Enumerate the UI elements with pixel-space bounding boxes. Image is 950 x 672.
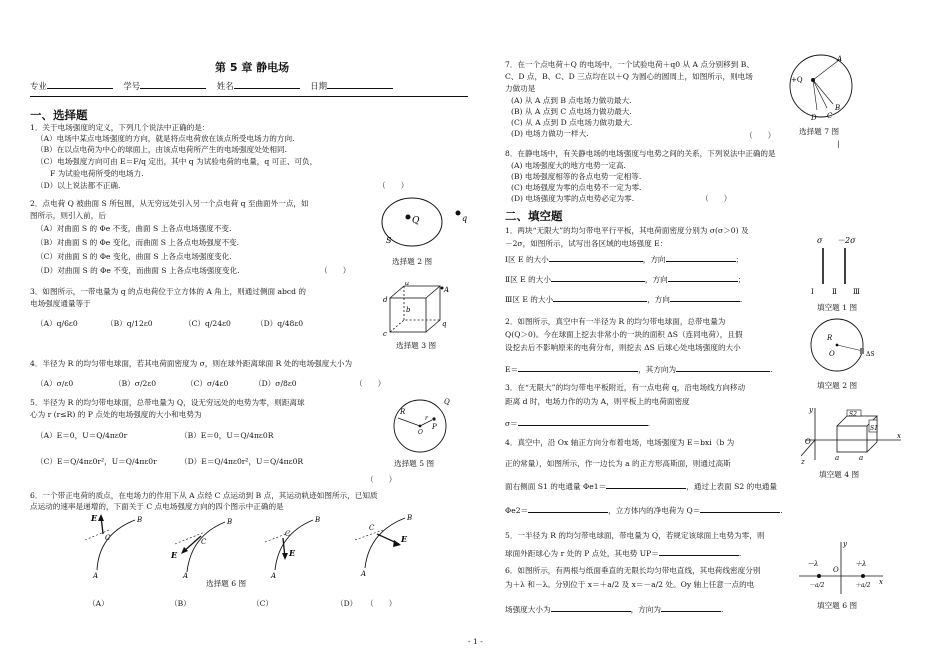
f6-figure-caption: 填空题 6 图 bbox=[817, 601, 858, 610]
f4-figure bbox=[801, 404, 905, 468]
f5-stem: 5．一半径为 R 的均匀带电球面，带电量为 Q，若规定该球面上电势为零，则 bbox=[505, 531, 765, 540]
f6-e-label: 场强度大小为 bbox=[505, 605, 551, 614]
q6-label-a: （A） bbox=[88, 599, 109, 608]
q1-option-c: （C）电场强度方向可由 E＝F/q 定出，其中 q 为试验电荷的电量，q 可正、可负， bbox=[36, 157, 318, 166]
page-number: - 1 - bbox=[468, 637, 483, 646]
f2-e-label: E＝ bbox=[505, 365, 519, 374]
f2-figure-caption: 填空题 2 图 bbox=[817, 381, 858, 390]
q2-option-a: （A）对曲面 S 的 Φe 不变，曲面 S 上各点电场强度不变. bbox=[36, 224, 232, 233]
q2-figure-caption: 选择题 2 图 bbox=[392, 257, 433, 266]
q6-figure-c bbox=[265, 516, 320, 580]
f4-stem-cont1: 正的常量），如图所示，作一边长为 a 的正方形高斯面，则通过高斯 bbox=[505, 459, 731, 468]
f1-row-3-dir-blank[interactable] bbox=[670, 292, 740, 302]
q4-stem: 4．半径为 R 的均匀带电球面，若其电荷面密度为 σ，则在球外距离球面 R 处的电场强度大小为 bbox=[30, 359, 353, 368]
svg-text:P: P bbox=[432, 423, 437, 431]
q6-figure-a bbox=[85, 513, 142, 580]
f5-stem-cont: 球面外距球心为 r 处的 P 点处，其电势 UP＝ . bbox=[505, 546, 741, 559]
svg-text:x: x bbox=[897, 432, 901, 440]
f2-stem: 2．如图所示，真空中有一半径为 R 的均匀带电球面，总带电量为 bbox=[505, 317, 726, 326]
q3-stem: 3．如图所示，一带电量为 q 的点电荷位于立方体的 A 角上，则通过侧面 abcd 的 bbox=[30, 287, 306, 296]
svg-text:A: A bbox=[271, 572, 277, 580]
date-field[interactable] bbox=[327, 79, 393, 89]
f5-up-label: 球面外距球心为 r 处的 P 点处，其电势 UP＝ bbox=[505, 549, 659, 558]
svg-text:B: B bbox=[137, 516, 143, 524]
q5-figure bbox=[388, 396, 458, 458]
f4-q-blank[interactable] bbox=[700, 503, 780, 513]
f1-row-3-label: Ⅲ区 E 的大小 bbox=[505, 295, 554, 304]
f2-stem-cont1: Q(Q＞0)。今在球面上挖去非常小的一块的面积 ΔS（连同电荷），且假 bbox=[505, 330, 743, 339]
q5-option-a: （A）E＝0，U＝Q/4πε0r bbox=[36, 431, 128, 440]
section2-heading: 二、填空题 bbox=[505, 209, 563, 223]
q8-answer-paren[interactable]: （ ） bbox=[701, 194, 732, 203]
q4-option-c: （C）σ/4ε0 bbox=[186, 379, 229, 388]
label-S: S bbox=[386, 236, 392, 245]
svg-text:O: O bbox=[833, 566, 839, 574]
label-Q: Q bbox=[412, 216, 420, 226]
q8-option-a: (A) 电场强度大的地方电势一定高. bbox=[511, 161, 626, 170]
f2-e-blank[interactable] bbox=[518, 362, 638, 372]
f6-figure bbox=[797, 538, 887, 598]
id-label: 学号 bbox=[123, 81, 141, 91]
svg-text:A: A bbox=[837, 55, 843, 63]
f4-phi2-label: Φe2＝ bbox=[505, 506, 529, 515]
svg-text:C: C bbox=[827, 112, 833, 120]
svg-text:S2: S2 bbox=[849, 411, 857, 418]
q7-stem-cont1: C、D 点，B、C、D 三点均在以＋Q 为圆心的圆周上，如图所示，则电场 bbox=[505, 72, 753, 81]
q7-figure-caption: 选择题 7 图 bbox=[799, 127, 840, 136]
f6-e-blank[interactable] bbox=[551, 602, 631, 612]
f6-dir-label: ，方向为 bbox=[630, 605, 661, 614]
q7-stem-cont2: 力做功是 bbox=[505, 84, 536, 93]
f4-stem: 4．真空中，沿 Ox 轴正方向分布着电场，电场强度为 E＝bxi（b 为 bbox=[505, 438, 735, 447]
q7-option-a: (A) 从 A 点到 B 点电场力做功最大. bbox=[511, 96, 632, 105]
svg-text:a: a bbox=[405, 282, 410, 287]
svg-text:B: B bbox=[407, 514, 413, 522]
f1-stem-cont: －2σ，如图所示，试写出各区域的电场强度 E： bbox=[505, 239, 668, 248]
q2-option-d: （D）对曲面 S 的 Φe 不变，而曲面 S 上各点电场强度变化. bbox=[36, 266, 240, 275]
q4-option-a: （A）σ/ε0 bbox=[36, 379, 74, 388]
f6-stem: 6．如图所示，有两根与纸面垂直的无限长均匀带电直线，其电荷线密度分别 bbox=[505, 566, 761, 575]
q2-stem-cont: 图所示，则引入前，后 bbox=[30, 211, 106, 220]
f2-stem-cont2: 设挖去后不影响原来的电荷分布，则挖去 ΔS 后球心处电场强度的大小 bbox=[505, 343, 741, 352]
name-label: 姓名 bbox=[216, 81, 234, 91]
f1-row-1-magnitude-blank[interactable] bbox=[549, 252, 643, 262]
major-label: 专业 bbox=[30, 81, 47, 91]
f4-phi1-blank[interactable] bbox=[606, 479, 686, 489]
f4-phi1-label: 面右侧面 S1 的电通量 Φe1＝ bbox=[505, 482, 607, 491]
f2-figure bbox=[807, 316, 877, 376]
major-field[interactable] bbox=[47, 79, 113, 89]
svg-text:R: R bbox=[400, 408, 406, 416]
f1-row-1-dir-blank[interactable] bbox=[666, 252, 736, 262]
f2-answer-row: E＝ ，其方向为 . bbox=[505, 362, 773, 375]
svg-text:A: A bbox=[444, 286, 450, 294]
q7-answer-paren[interactable]: （ ） bbox=[745, 131, 776, 140]
q6-label-c: （C） bbox=[252, 599, 273, 608]
f1-minus2sigma-label: －2σ bbox=[837, 236, 856, 245]
q3-option-d: （D）q/48ε0 bbox=[256, 319, 304, 328]
svg-text:A: A bbox=[361, 570, 367, 578]
f6-stem-cont1: 为＋λ 和－λ。分别位于 x＝＋a/2 及 x＝－a/2 处。Oy 轴上任意一点的电 bbox=[505, 580, 755, 589]
f1-row-2-magnitude-blank[interactable] bbox=[551, 272, 645, 282]
q6-figures bbox=[75, 512, 435, 580]
svg-text:y: y bbox=[809, 406, 813, 414]
svg-text:C: C bbox=[285, 530, 291, 538]
f1-row-1-label: Ⅰ区 E 的大小 bbox=[505, 255, 549, 264]
q6-figure-d bbox=[355, 514, 412, 578]
charge-q-dot bbox=[456, 211, 461, 216]
svg-text:ΔS: ΔS bbox=[866, 351, 875, 358]
svg-text:R: R bbox=[827, 334, 833, 342]
svg-text:C: C bbox=[201, 538, 207, 546]
svg-text:a: a bbox=[859, 454, 864, 462]
svg-text:＋a/2: ＋a/2 bbox=[855, 582, 871, 589]
q1-option-c-cont: F 为试验电荷所受的电场力. bbox=[50, 169, 144, 178]
q1-stem: 1．关于电场强度的定义，下列几个说法中正确的是： bbox=[30, 123, 210, 132]
f5-up-blank[interactable] bbox=[659, 546, 739, 556]
f6-dir-blank[interactable] bbox=[661, 602, 721, 612]
date-label: 日期 bbox=[310, 81, 328, 91]
f2-dir-blank[interactable] bbox=[676, 362, 770, 372]
svg-text:r: r bbox=[425, 415, 428, 422]
f1-region-1: Ⅰ bbox=[811, 288, 814, 296]
q2-option-c: （C）对曲面 S 的 Φe 变化，曲面 S 上各点电场强度变化. bbox=[36, 252, 232, 261]
q3-cube-figure bbox=[382, 282, 462, 340]
svg-text:q: q bbox=[442, 320, 447, 328]
q7-figure bbox=[787, 50, 859, 124]
q8-stem: 8．在静电场中，有关静电场的电场强度与电势之间的关系，下列说法中正确的是 bbox=[505, 149, 776, 158]
header-rule bbox=[30, 96, 468, 97]
svg-text:S1: S1 bbox=[870, 425, 878, 432]
svg-text:E: E bbox=[91, 513, 98, 523]
q6-figure-caption: 选择题 6 图 bbox=[206, 579, 247, 588]
svg-text:E: E bbox=[401, 534, 408, 544]
student-info-row bbox=[30, 79, 393, 92]
q2-stem: 2．点电荷 Q 被曲面 S 所包围，从无穷远处引入另一个点电荷 q 至曲面外一点，如 bbox=[30, 199, 309, 208]
svg-text:O: O bbox=[805, 438, 811, 446]
q6-label-d: （D） bbox=[336, 599, 358, 608]
svg-text:B: B bbox=[835, 104, 841, 112]
q1-option-d: （D）以上说法都不正确. bbox=[36, 181, 121, 190]
page-title: 第 5 章 静电场 bbox=[215, 61, 290, 74]
svg-text:－a/2: －a/2 bbox=[809, 582, 825, 589]
q3-option-a: （A）q/6ε0 bbox=[36, 319, 78, 328]
svg-text:C: C bbox=[369, 524, 375, 532]
f4-phi2-intro: ，通过上表面 S2 的电通量 bbox=[686, 482, 777, 491]
q1-answer-paren[interactable]: （ ） bbox=[378, 181, 409, 190]
svg-text:E: E bbox=[289, 548, 296, 558]
q5-figure-caption: 选择题 5 图 bbox=[394, 459, 435, 468]
f1-sigma-label: σ bbox=[817, 236, 823, 245]
q6-figure-b bbox=[170, 518, 232, 580]
f3-sigma-label: σ＝ bbox=[505, 419, 518, 428]
f4-stem-cont3: Φe2＝ ，立方体内的净电荷为 Q＝ . bbox=[505, 503, 783, 516]
svg-text:x: x bbox=[879, 578, 883, 586]
f1-row-3-magnitude-blank[interactable] bbox=[553, 292, 647, 302]
svg-text:d: d bbox=[383, 296, 388, 304]
svg-text:D: D bbox=[811, 114, 817, 122]
svg-text:O: O bbox=[829, 350, 835, 358]
f1-row-2-dir-label: ，方向 bbox=[644, 275, 668, 284]
q3-figure-caption: 选择题 3 图 bbox=[396, 341, 437, 350]
f1-row-1: Ⅰ区 E 的大小 ，方向 ； bbox=[505, 252, 743, 265]
f3-stem: 3．在“无限大”的均匀带电平板附近，有一点电荷 q，沿电场线方向移动 bbox=[505, 383, 746, 392]
name-field[interactable] bbox=[234, 79, 300, 89]
q2-option-b: （B）对曲面 S 的 Φe 变化，而曲面 S 上各点电场强度不变. bbox=[36, 238, 240, 247]
svg-text:A: A bbox=[93, 572, 99, 580]
svg-text:A: A bbox=[183, 572, 189, 580]
q4-option-d: （D）σ/8ε0 bbox=[254, 379, 297, 388]
q5-stem-cont: 心为 r (r≤R) 的 P 点处的电场强度的大小和电势为 bbox=[30, 410, 202, 419]
f4-stem-cont2 bbox=[505, 479, 777, 492]
f4-q-label: ，立方体内的净电荷为 Q＝ bbox=[608, 506, 701, 515]
f4-figure-caption: 填空题 4 图 bbox=[819, 470, 860, 479]
q8-option-b: (B) 电场强度相等的各点电势一定相等. bbox=[511, 172, 642, 181]
svg-text:z: z bbox=[801, 458, 805, 466]
svg-text:B: B bbox=[227, 518, 233, 526]
f1-figure bbox=[807, 234, 877, 296]
q7-mark: | bbox=[837, 139, 840, 148]
svg-text:O: O bbox=[418, 429, 423, 436]
q5-option-c: （C）E＝Q/4πε0r²，U＝Q/4πε0r bbox=[36, 457, 157, 466]
q1-option-a: （A）电场中某点电场强度的方向，就是将点电荷放在该点所受电场力的方向. bbox=[36, 134, 295, 143]
f3-sigma-blank[interactable] bbox=[518, 416, 648, 426]
label-q: q bbox=[462, 214, 468, 223]
svg-text:a: a bbox=[835, 454, 840, 462]
q3-option-b: （B）q/12ε0 bbox=[106, 319, 153, 328]
f1-row-2-label: Ⅱ区 E 的大小 bbox=[505, 275, 551, 284]
q3-option-c: （C）q/24ε0 bbox=[184, 319, 231, 328]
section1-heading: 一、选择题 bbox=[30, 108, 88, 122]
q7-option-b: (B) 从 A 点到 C 点电场力做功最大. bbox=[511, 107, 632, 116]
q8-option-d: (D) 电场强度为零的点电势必定为零. bbox=[511, 194, 635, 203]
id-field[interactable] bbox=[140, 79, 206, 89]
f4-phi2-blank[interactable] bbox=[528, 503, 608, 513]
q6-label-b: （B） bbox=[170, 599, 191, 608]
q7-stem: 7．在一个点电荷＋Q 的电场中，一个试验电荷＋q0 从 A 点分别移到 B、 bbox=[505, 60, 754, 69]
f1-row-3-dir-label: ，方向 bbox=[647, 295, 670, 304]
charge-Q-dot bbox=[406, 215, 411, 220]
q8-option-c: (C) 电场强度为零的点电势不一定为零. bbox=[511, 183, 642, 192]
f1-stem: 1．两块“无限大”的均匀带电平行平板，其电荷面密度分别为 σ(σ＞0) 及 bbox=[505, 226, 749, 235]
f6-stem-cont2: 场强度大小为 ，方向为 . bbox=[505, 602, 723, 615]
f3-answer-row: σ＝ . bbox=[505, 416, 650, 429]
q6-stem-cont: 点运动的速率是递增的，下面关于 C 点电场强度方向的四个图示中正确的是 bbox=[30, 502, 284, 511]
q7-option-c: (C) 从 A 点到 D 点电场力做功最大. bbox=[511, 118, 633, 127]
q4-answer-paren[interactable]: （ ） bbox=[355, 379, 386, 388]
svg-text:＋λ: ＋λ bbox=[855, 560, 867, 568]
q1-option-b: （B）在以点电荷为中心的球面上，由该点电荷所产生的电场强度处处相同. bbox=[36, 145, 287, 154]
q5-answer-paren[interactable]: （ ） bbox=[366, 475, 397, 484]
f1-region-2: Ⅱ bbox=[832, 288, 837, 296]
svg-text:Q: Q bbox=[444, 398, 450, 406]
svg-text:C: C bbox=[105, 534, 111, 542]
f3-stem-cont: 距离 d 时，电场力作的功为 A，则平板上的电荷面密度 bbox=[505, 397, 690, 406]
svg-text:b: b bbox=[406, 306, 411, 314]
svg-text:B: B bbox=[315, 516, 321, 524]
q6-stem: 6．一个带正电荷的质点，在电场力的作用下从 A 点经 C 点运动到 B 点，其运动轨迹如图所示，已知质 bbox=[30, 491, 378, 500]
svg-text:+Q: +Q bbox=[791, 76, 803, 84]
svg-text:c: c bbox=[383, 330, 387, 338]
q5-option-d: （D）E＝Q/4πε0r²，U＝Q/4πε0R bbox=[180, 457, 304, 466]
svg-text:－λ: －λ bbox=[807, 560, 819, 568]
f1-row-2-dir-blank[interactable] bbox=[668, 272, 738, 282]
q2-answer-paren[interactable]: （ ） bbox=[320, 266, 351, 275]
svg-text:y: y bbox=[843, 540, 847, 548]
f2-dir-label: ，其方向为 bbox=[638, 365, 677, 374]
q5-option-b: （B）E＝0，U＝Q/4πε0R bbox=[180, 431, 274, 440]
f1-row-1-dir-label: ，方向 bbox=[642, 255, 666, 264]
f1-row-2: Ⅱ区 E 的大小 ，方向 ； bbox=[505, 272, 745, 285]
q3-stem-cont: 电场强度通量等于 bbox=[30, 299, 91, 308]
q7-option-d: (D) 电场力做功一样大. bbox=[511, 129, 589, 138]
q5-stem: 5．半径为 R 的均匀带电球面，总带电量为 Q，设无穷远处的电势为零，则距离球 bbox=[30, 398, 305, 407]
f1-row-3: Ⅲ区 E 的大小 ，方向 . bbox=[505, 292, 742, 305]
q4-option-b: （B）σ/2ε0 bbox=[114, 379, 157, 388]
f1-figure-caption: 填空题 1 图 bbox=[817, 303, 858, 312]
q6-answer-paren[interactable]: （ ） bbox=[366, 599, 397, 608]
svg-text:E: E bbox=[171, 550, 178, 560]
f1-region-3: Ⅲ bbox=[853, 288, 860, 296]
